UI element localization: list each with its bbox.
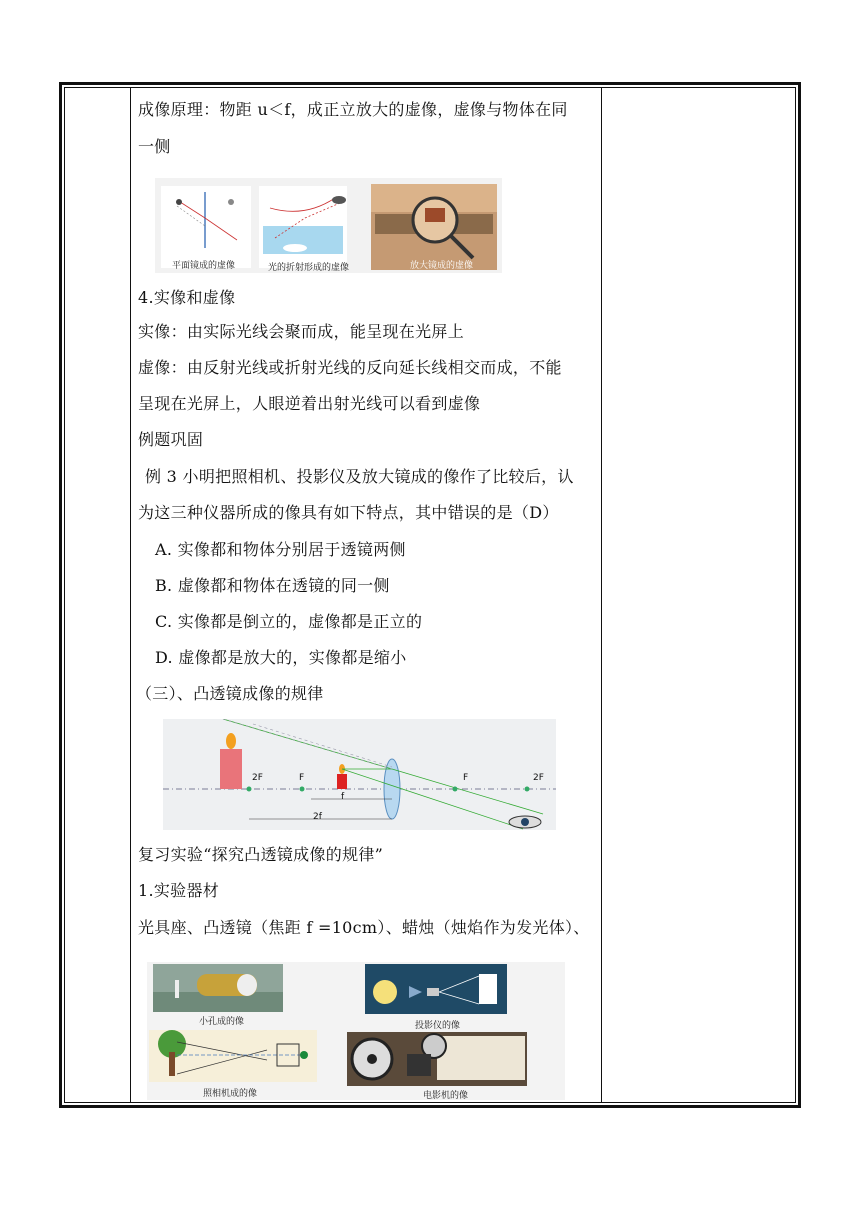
text-line: 一侧 <box>138 137 171 156</box>
question-text: 例 3 小明把照相机、投影仪及放大镜成的像作了比较后，认 <box>145 467 574 486</box>
text-line: 虚像：由反射光线或折射光线的反向延长线相交而成，不能 <box>138 358 562 377</box>
option-b: B. 虚像都和物体在透镜的同一侧 <box>155 576 390 595</box>
caption-magnifier: 放大镜成的虚像 <box>410 261 474 271</box>
caption-plane-mirror: 平面镜成的虚像 <box>172 261 236 271</box>
text-line: 复习实验“探究凸透镜成像的规律” <box>138 845 384 864</box>
label-f-right: F <box>463 773 469 783</box>
section-heading: 1.实验器材 <box>138 881 220 900</box>
virtual-image-figure <box>155 178 502 273</box>
label-2f-right: 2F <box>533 773 544 783</box>
section-heading: （三）、凸透镜成像的规律 <box>136 684 324 703</box>
optical-device-illustrations <box>147 962 565 1100</box>
label-2f-left: 2F <box>252 773 263 783</box>
label-small-f: f <box>341 792 345 802</box>
text-line: 例题巩固 <box>138 430 204 449</box>
text-line: 实像：由实际光线会聚而成，能呈现在光屏上 <box>138 322 465 341</box>
caption-projector: 投影仪的像 <box>415 1021 461 1031</box>
caption-camera: 照相机成的像 <box>203 1089 258 1099</box>
lens-ray-diagram <box>163 719 556 830</box>
label-2-small-f: 2f <box>313 812 322 822</box>
text-line: 光具座、凸透镜（焦距 f =10cm）、蜡烛（烛焰作为发光体）、 <box>138 918 590 937</box>
option-d: D. 虚像都是放大的，实像都是缩小 <box>155 648 407 667</box>
label-f-left: F <box>299 773 305 783</box>
option-c: C. 实像都是倒立的，虚像都是正立的 <box>155 612 423 631</box>
text-line: 呈现在光屏上，人眼逆着出射光线可以看到虚像 <box>138 394 481 413</box>
option-a: A. 实像都和物体分别居于透镜两侧 <box>155 540 406 559</box>
convex-lens-diagram <box>163 719 556 830</box>
question-text: 为这三种仪器所成的像具有如下特点，其中错误的是（D） <box>138 503 559 522</box>
optical-devices-figure <box>147 962 565 1100</box>
section-heading: 4.实像和虚像 <box>138 288 236 307</box>
column-divider-right <box>601 87 602 1103</box>
caption-pinhole: 小孔成的像 <box>199 1017 245 1027</box>
caption-movie-projector: 电影机的像 <box>423 1091 469 1101</box>
caption-refraction: 光的折射形成的虚像 <box>268 263 350 273</box>
text-line: 成像原理：物距 u＜f，成正立放大的虚像，虚像与物体在同 <box>138 100 568 119</box>
column-divider-left <box>130 87 131 1103</box>
